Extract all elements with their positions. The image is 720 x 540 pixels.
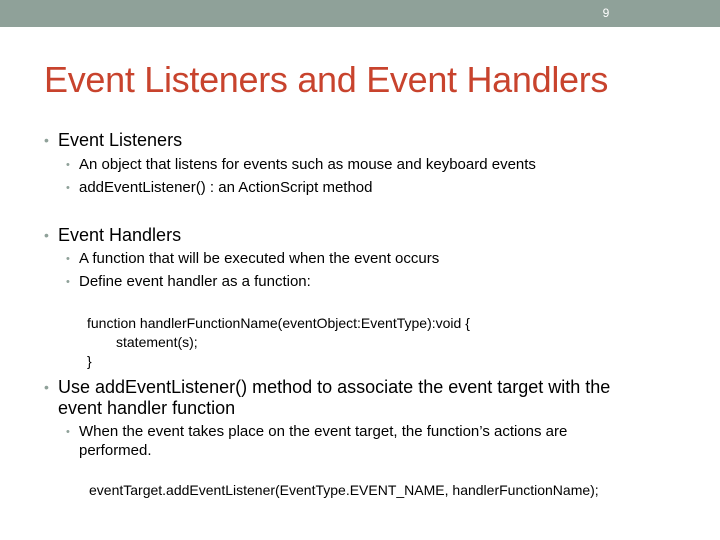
bullet-text: Use addEventListener() method to associate the event target with the [58, 377, 611, 397]
bullet-text: A function that will be executed when the event occurs [79, 250, 440, 267]
bullet-text: An object that listens for events such as mouse and keyboard events [79, 156, 536, 173]
sub-bullet-event-takes-place-continued: performed. [79, 442, 152, 459]
slide-title: Event Listeners and Event Handlers [44, 59, 609, 100]
bullet-icon: • [44, 379, 49, 395]
code-line-closing-brace: } [87, 353, 92, 369]
bullet-icon: • [44, 132, 49, 148]
sub-bullet-handler-definition [66, 249, 440, 268]
bullet-icon: • [44, 227, 49, 243]
bullet-text: Define event handler as a function: [79, 273, 311, 290]
sub-bullet-addeventlistener [66, 178, 373, 197]
bullet-use-addeventlistener-continued: event handler function [58, 398, 236, 418]
sub-bullet-listener-definition [66, 155, 536, 174]
code-line-function-signature: function handlerFunctionName(eventObject:EventType):void { [87, 315, 470, 331]
sub-bullet-define-handler [66, 272, 311, 291]
code-line-statements: statement(s); [116, 334, 198, 350]
bullet-text: Event Handlers [58, 225, 182, 245]
code-line-addeventlistener-call: eventTarget.addEventListener(EventType.EVENT_NAME, handlerFunctionName); [89, 482, 599, 498]
bullet-icon: • [66, 426, 70, 438]
bullet-event-listeners [44, 129, 183, 151]
bullet-event-handlers [44, 224, 182, 246]
bullet-use-addeventlistener [44, 376, 611, 398]
bullet-text: Event Listeners [58, 130, 183, 150]
bullet-icon: • [66, 276, 70, 288]
bullet-icon: • [66, 182, 70, 194]
bullet-icon: • [66, 253, 70, 265]
sub-bullet-event-takes-place [66, 422, 568, 441]
bullet-text: addEventListener() : an ActionScript method [79, 179, 373, 196]
bullet-icon: • [66, 159, 70, 171]
bullet-text: When the event takes place on the event target, the function’s actions are [79, 423, 568, 440]
slide-number: 9 [602, 6, 610, 20]
